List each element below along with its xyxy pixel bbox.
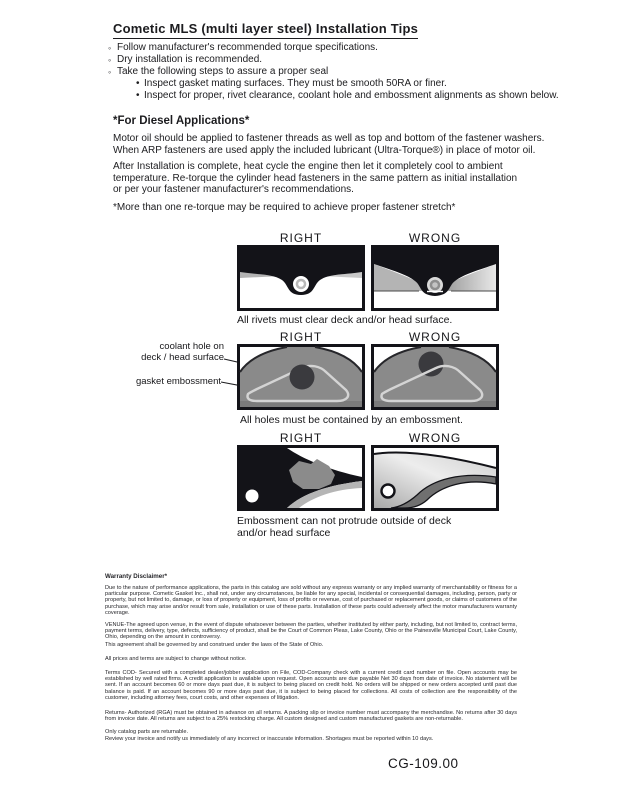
right-label: RIGHT	[279, 431, 323, 445]
warranty-paragraph: Due to the nature of performance applications, the parts in this catalog are sold without any express warranty or any implied warranty of merchantability or fitness for a particular purpose. Cometic Gasket Inc., shall not, under any circumstances, be liable for any special, incidental or consequential damages, including, person, party or property, but not limited to, damage, or loss of property or equipment, loss of profits or revenue, cost of purchased or replacement goods, or claims of customers of the purchase, which may arise and/or result from sale, installation or use of these parts. Installation of these parts could adversely affect the motor manufacturers warranty coverage.	[105, 585, 517, 616]
warranty-paragraph: VENUE-The agreed upon venue, in the event of dispute whatsoever between the parties, whether instituted by either party, including, but not limited to, contract terms, payment terms, delivery, type, defects, sufficiency of product, shall be the Court of Common Pleas, Lake County, Ohio or the Painesville Municipal Court, Lake County, Ohio, depending on the amount in controversy.	[105, 622, 517, 641]
warranty-paragraph: All prices and terms are subject to change without notice.	[105, 656, 247, 662]
list-item	[108, 42, 559, 54]
dot-bullet-icon: •	[136, 78, 140, 89]
tips-list	[108, 42, 559, 102]
warranty-heading: Warranty Disclaimer*	[105, 573, 168, 580]
warranty-paragraph: Returns- Authorized (RGA) must be obtained in advance on all returns. A packing slip or invoice number must accompany the merchandise. No returns after 30 days from invoice date. All returns are subject to a 25% restocking charge. All custom designed and custom manufactured gaskets are non-returnable.	[105, 710, 517, 723]
warranty-paragraph: Review your invoice and notify us immediately of any incorrect or inaccurate information. Shortages must be reported within 10 days.	[105, 736, 434, 742]
bolt-hole-icon	[246, 490, 259, 503]
paragraph-line: When ARP fasteners are used apply the included lubricant (Ultra-Torque®) in place of motor oil.	[113, 144, 536, 156]
list-item	[108, 66, 559, 78]
wrong-label: WRONG	[408, 231, 462, 245]
diesel-section-heading: *For Diesel Applications*	[113, 115, 250, 127]
page-title: Cometic MLS (multi layer steel) Installation Tips	[113, 21, 418, 39]
diagram-row3-right	[237, 445, 365, 511]
paragraph-line: temperature. Re-torque the cylinder head fasteners in the same pattern as initial installation	[113, 172, 518, 184]
right-label: RIGHT	[279, 330, 323, 344]
diagram-row3-wrong	[371, 445, 499, 511]
wrong-label: WRONG	[408, 330, 462, 344]
coolant-hole-icon	[290, 365, 315, 390]
right-label: RIGHT	[279, 231, 323, 245]
warranty-paragraph: This agreement shall be governed by and construed under the laws of the State of Ohio.	[105, 642, 324, 648]
paragraph-line: or per your fastener manufacturer's recommendations.	[113, 184, 354, 196]
dot-bullet-icon: •	[136, 90, 140, 101]
diagram-row2-right	[237, 344, 365, 410]
warranty-paragraph: Only catalog parts are returnable.	[105, 729, 189, 735]
row2-caption: All holes must be contained by an embossment.	[240, 414, 463, 426]
circle-bullet-icon: ◦	[108, 43, 112, 53]
diagram-row1-wrong	[371, 245, 499, 311]
bolt-hole-icon	[382, 485, 395, 498]
paragraph-line: After Installation is complete, heat cycle the engine then let it completely cool to ambient	[113, 161, 503, 172]
page-code: CG-109.00	[388, 756, 459, 771]
diagram-row1-right	[237, 245, 365, 311]
row3-caption: Embossment can not protrude outside of deck and/or head surface	[237, 515, 452, 539]
list-item	[108, 54, 559, 66]
wrong-label: WRONG	[408, 431, 462, 445]
list-item-text: Inspect gasket mating surfaces. They must be smooth 50RA or finer.	[144, 78, 447, 89]
row1-caption: All rivets must clear deck and/or head surface.	[237, 314, 453, 326]
coolant-hole-icon	[419, 352, 444, 377]
warranty-paragraph: Terms COD- Secured with a completed dealer/jobber application on File, COD-Company check with a current credit card number on file. Open accounts may be established by well rated firms. A credit application is available upon request. Open accounts are due payable Net 30 days from date of invoice. No statement will be sent. If an account becomes 60 or more days past due, it is subject to being placed on credit hold. No orders will be shipped or new orders accepted until past due balance is paid. If an account becomes 90 or more days past due, it is subject to being placed for collections. All costs of collection are the responsibility of the customer, including attorney fees, court costs, and other expenses of litigation.	[105, 670, 517, 701]
list-item-text: Take the following steps to assure a proper seal	[117, 66, 329, 77]
coolant-hole-label: coolant hole on deck / head surface	[141, 341, 224, 363]
list-item-text: Dry installation is recommended.	[117, 54, 263, 65]
list-item-text: Follow manufacturer's recommended torque specifications.	[117, 42, 378, 53]
list-item	[108, 90, 559, 102]
diesel-paragraph-2	[113, 161, 517, 196]
list-item-text: Inspect for proper, rivet clearance, coolant hole and embossment alignments as shown below.	[144, 90, 559, 101]
circle-bullet-icon: ◦	[108, 67, 112, 77]
diagram-row2-wrong	[371, 344, 499, 410]
gasket-embossment-label: gasket embossment	[135, 376, 221, 387]
retorque-note: *More than one re-torque may be required to achieve proper fastener stretch*	[113, 202, 456, 213]
paragraph-line: Motor oil should be applied to fastener threads as well as top and bottom of the fastener washers.	[113, 133, 545, 144]
list-item	[108, 78, 559, 90]
diesel-paragraph-1	[113, 133, 544, 156]
circle-bullet-icon: ◦	[108, 55, 112, 65]
